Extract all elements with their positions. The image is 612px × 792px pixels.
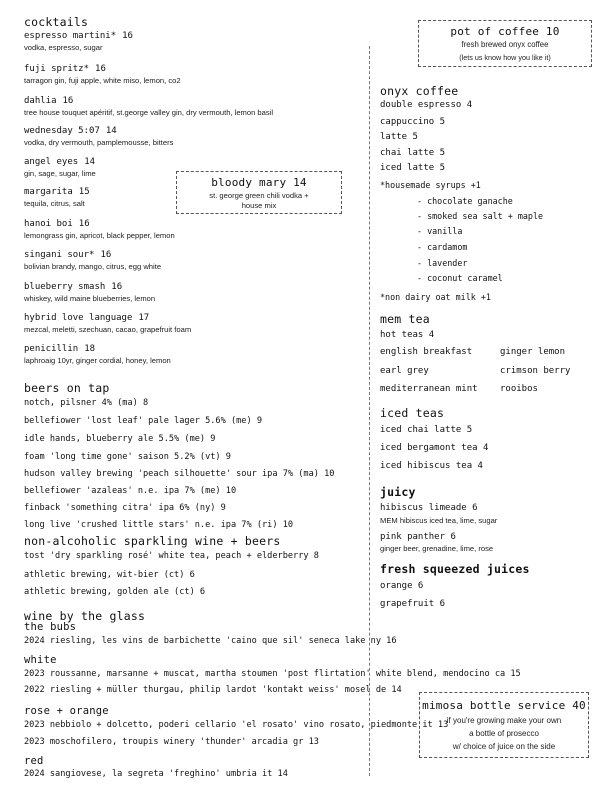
juice-item: grapefruit 6 xyxy=(380,599,446,609)
column-divider xyxy=(369,46,370,776)
coffee-item: double espresso 4 xyxy=(380,100,473,110)
juicy-item-name: pink panther 6 xyxy=(380,532,456,542)
hot-teas-label: hot teas 4 xyxy=(380,330,435,340)
wine-rose-heading: rose + orange xyxy=(24,705,109,717)
juicy-item-desc: MEM hibiscus iced tea, lime, sugar xyxy=(380,516,498,525)
wine-rose-item: 2023 nebbiolo + dolcetto, poderi cellario 'el rosato' vino rosato, piedmonte it 13 xyxy=(24,720,449,730)
cocktail-price: 17 xyxy=(138,313,150,323)
cocktails-heading: cocktails xyxy=(24,15,89,29)
fresh-juices-heading: fresh squeezed juices xyxy=(380,562,530,576)
cocktail-name: margarita 15 xyxy=(24,187,90,197)
beer-item: foam 'long time gone' saison 5.2% (vt) 9 xyxy=(24,452,231,462)
mimosa-line3: w/ choice of juice on the side xyxy=(452,742,556,751)
coffee-item: chai latte 5 xyxy=(380,148,446,158)
beer-item: finback 'something citra' ipa 6% (ny) 9 xyxy=(24,503,226,513)
pot-of-coffee-line2: (lets us know how you like it) xyxy=(459,53,551,62)
cocktail-desc: tarragon gin, fuji apple, white miso, lemon, co2 xyxy=(24,76,181,85)
beer-item: bellefiower 'lost leaf' pale lager 5.6% (me) 9 xyxy=(24,416,262,426)
cocktail-name: blueberry smash 16 xyxy=(24,282,123,292)
cocktail-price: 16 xyxy=(78,219,90,229)
cocktail-desc: laphroaig 10yr, ginger cordial, honey, lemon xyxy=(24,356,171,365)
bloody-mary-line2: house mix xyxy=(241,201,277,210)
cocktail-name: fuji spritz* 16 xyxy=(24,64,106,74)
iced-tea-item: iced chai latte 5 xyxy=(380,425,473,435)
mem-tea-heading: mem tea xyxy=(380,312,430,326)
cocktail-price: 16 xyxy=(100,250,112,260)
beer-item: long live 'crushed little stars' n.e. ipa 7% (ri) 10 xyxy=(24,520,294,530)
cocktail-price: 16 xyxy=(62,96,74,106)
bloody-mary-line1: st. george green chili vodka + xyxy=(209,191,309,200)
beer-item: hudson valley brewing 'peach silhouette' sour ipa 7% (ma) 10 xyxy=(24,469,335,479)
tea-item: mediterranean mint xyxy=(380,384,478,394)
wine-white-item: 2022 riesling + müller thurgau, philip lardot 'kontakt weiss' mosel de 14 xyxy=(24,685,402,695)
syrup-item: - cardamom xyxy=(417,242,468,252)
cocktail-name: singani sour* 16 xyxy=(24,250,112,260)
pot-of-coffee-title: pot of coffee 10 xyxy=(450,25,560,38)
coffee-item: cappuccino 5 xyxy=(380,117,446,127)
mimosa-line1: if you're growing make your own xyxy=(446,716,562,725)
coffee-item: latte 5 xyxy=(380,132,418,142)
na-item: tost 'dry sparkling rosé' white tea, peach + elderberry 8 xyxy=(24,551,319,561)
wine-white-item: 2023 roussanne, marsanne + muscat, martha stoumen 'post flirtation' white blend, mendocino ca 15 xyxy=(24,669,521,679)
beer-item: notch, pilsner 4% (ma) 8 xyxy=(24,398,149,408)
wine-white-heading: white xyxy=(24,654,57,666)
iced-tea-item: iced hibiscus tea 4 xyxy=(380,461,483,471)
cocktail-desc: mezcal, meletti, szechuan, cacao, grapefruit foam xyxy=(24,325,192,334)
beers-heading: beers on tap xyxy=(24,381,110,395)
wine-rose-item: 2023 moschofilero, troupis winery 'thunder' arcadia gr 13 xyxy=(24,737,319,747)
iced-teas-heading: iced teas xyxy=(380,406,445,420)
cocktail-price: 14 xyxy=(105,126,117,136)
cocktail-price: 16 xyxy=(95,64,106,74)
pot-of-coffee-box xyxy=(418,20,592,67)
juicy-heading: juicy xyxy=(380,485,416,499)
bloody-mary-title: bloody mary 14 xyxy=(211,176,307,189)
cocktail-name: espresso martini* 16 xyxy=(24,31,133,41)
wine-red-item: 2024 sangiovese, la segreta 'freghino' umbria it 14 xyxy=(24,769,288,779)
cocktail-desc: bolivian brandy, mango, citrus, egg white xyxy=(24,262,162,271)
cocktail-name: angel eyes 14 xyxy=(24,157,96,167)
iced-tea-item: iced bergamont tea 4 xyxy=(380,443,489,453)
na-item: athletic brewing, wit-bier (ct) 6 xyxy=(24,570,195,580)
wine-bubs-heading: the bubs xyxy=(24,621,77,633)
cocktail-name: hybrid love language 17 xyxy=(24,313,150,323)
tea-item: rooibos xyxy=(500,384,538,394)
syrups-label: *housemade syrups +1 xyxy=(380,180,481,190)
cocktail-desc: whiskey, wild maine blueberries, lemon xyxy=(24,294,156,303)
cocktail-price: 15 xyxy=(78,187,90,197)
wine-bubs-item: 2024 riesling, les vins de barbichette 'caino que sil' seneca lake ny 16 xyxy=(24,636,397,646)
syrup-item: - chocolate ganache xyxy=(417,196,513,206)
syrup-item: - lavender xyxy=(417,258,468,268)
cocktail-name: dahlia 16 xyxy=(24,96,74,106)
pot-of-coffee-line1: fresh brewed onyx coffee xyxy=(461,40,549,49)
juicy-item-desc: ginger beer, grenadine, lime, rose xyxy=(380,544,494,553)
cocktail-desc: lemongrass gin, apricot, black pepper, lemon xyxy=(24,231,175,240)
onyx-heading: onyx coffee xyxy=(380,84,459,98)
na-item: athletic brewing, golden ale (ct) 6 xyxy=(24,587,206,597)
syrup-item: - vanilla xyxy=(417,226,463,236)
cocktail-name: wednesday 5:07 14 xyxy=(24,126,117,136)
syrup-item: - coconut caramel xyxy=(417,273,503,283)
tea-item: earl grey xyxy=(380,366,429,376)
cocktail-desc: vodka, espresso, sugar xyxy=(24,43,103,52)
cocktail-price: 16 xyxy=(111,282,123,292)
juicy-item-name: hibiscus limeade 6 xyxy=(380,503,478,513)
cocktail-name: hanoi boi 16 xyxy=(24,219,90,229)
cocktail-price: 18 xyxy=(84,344,96,354)
cocktail-name: penicillin 18 xyxy=(24,344,96,354)
cocktail-desc: vodka, dry vermouth, pamplemousse, bitters xyxy=(24,138,174,147)
mimosa-line2: a bottle of prosecco xyxy=(469,729,539,738)
non-alcoholic-heading: non-alcoholic sparkling wine + beers xyxy=(24,534,281,548)
wine-red-heading: red xyxy=(24,755,44,767)
wine-heading: wine by the glass xyxy=(24,609,146,623)
bloody-mary-box xyxy=(176,171,342,214)
juice-item: orange 6 xyxy=(380,581,424,591)
mimosa-title: mimosa bottle service 40 xyxy=(422,699,586,712)
coffee-item: iced latte 5 xyxy=(380,163,446,173)
cocktail-price: 16 xyxy=(122,31,133,41)
beer-item: idle hands, blueberry ale 5.5% (me) 9 xyxy=(24,434,216,444)
tea-item: crimson berry xyxy=(500,366,571,376)
mimosa-box xyxy=(419,692,589,758)
cocktail-desc: tequila, citrus, salt xyxy=(24,199,85,208)
beer-item: bellefiower 'azaleas' n.e. ipa 7% (me) 10 xyxy=(24,486,237,496)
non-dairy-note: *non dairy oat milk +1 xyxy=(380,292,491,302)
cocktail-desc: gin, sage, sugar, lime xyxy=(24,169,96,178)
cocktail-price: 14 xyxy=(84,157,96,167)
tea-item: english breakfast xyxy=(380,347,473,357)
syrup-item: - smoked sea salt + maple xyxy=(417,211,544,221)
tea-item: ginger lemon xyxy=(500,347,566,357)
cocktail-desc: tree house touquet apéritif, st.george valley gin, dry vermouth, lemon basil xyxy=(24,108,274,117)
